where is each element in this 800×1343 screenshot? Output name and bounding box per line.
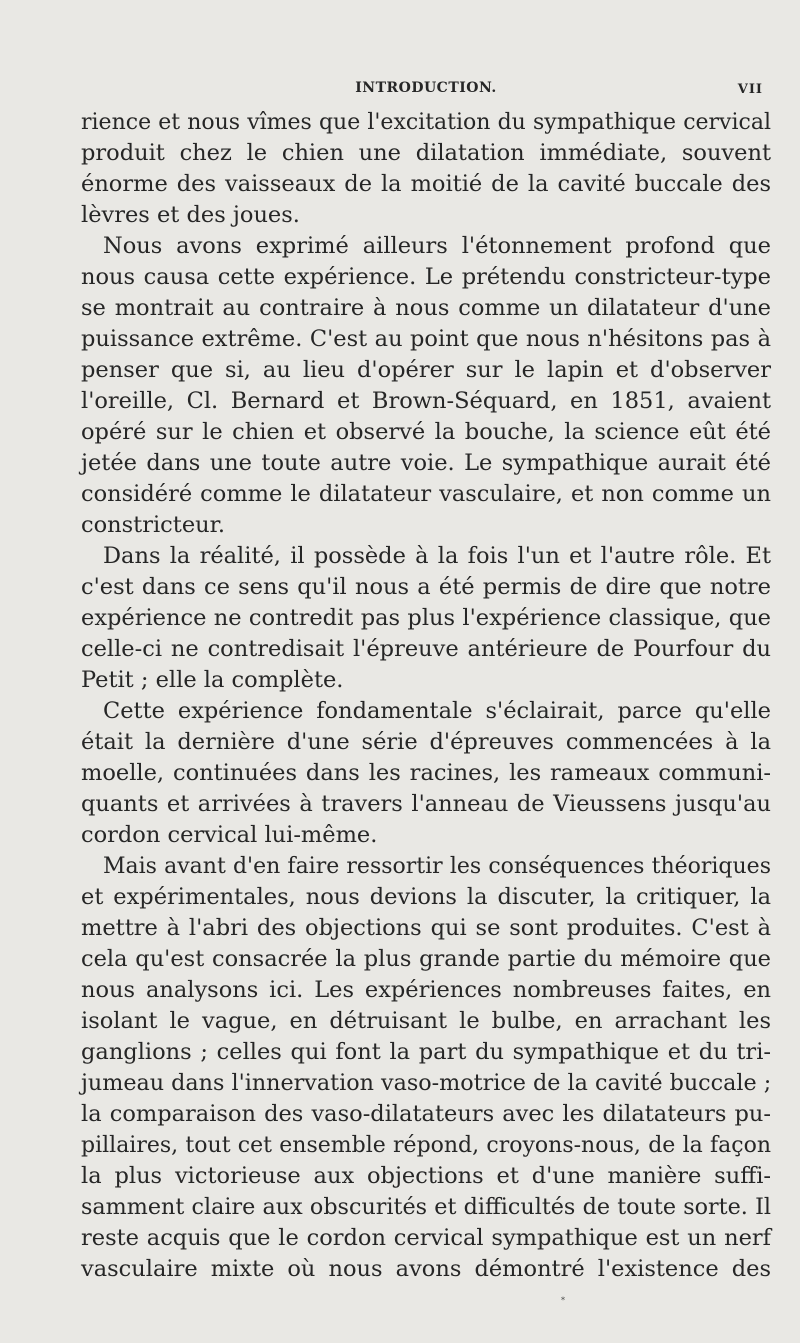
text-line: Cette expérience fondamentale s'éclairait, parce qu'elle [103,698,771,724]
text-line: était la dernière d'une série d'épreuves commencées à la [81,729,771,755]
text-line: rience et nous vîmes que l'excitation du sympathique cervical [81,110,771,135]
text-line: Dans la réalité, il possède à la fois l'un et l'autre rôle. Et [103,543,771,569]
text-line: c'est dans ce sens qu'il nous a été permis de dire que notre [81,574,771,600]
text-line: Nous avons exprimé ailleurs l'étonnement profond que [103,233,771,259]
text-line: jumeau dans l'innervation vaso-motrice de la cavité buccale ; [81,1070,772,1096]
running-head [81,80,771,100]
text-line: énorme des vaisseaux de la moitié de la cavité buccale des [81,171,771,197]
text-line: samment claire aux obscurités et difficultés de toute sorte. Il [81,1194,771,1220]
text-line: cela qu'est consacrée la plus grande partie du mémoire que [81,946,771,972]
page-number: VII [737,82,763,97]
text-line: mettre à l'abri des objections qui se sont produites. C'est à [81,915,771,941]
text-line: expérience ne contredit pas plus l'expérience classique, que [81,605,771,631]
text-line: considéré comme le dilatateur vasculaire, et non comme un [81,481,771,507]
text-line: Mais avant d'en faire ressortir les conséquences théoriques [103,854,771,879]
text-line: nous analysons ici. Les expériences nombreuses faites, en [81,977,771,1003]
text-line: cordon cervical lui-même. [81,822,378,848]
text-line: celle-ci ne contredisait l'épreuve antérieure de Pourfour du [81,636,771,662]
text-line: reste acquis que le cordon cervical sympathique est un nerf [81,1225,771,1251]
text-line: puissance extrême. C'est au point que nous n'hésitons pas à [81,326,771,352]
text-line: jetée dans une toute autre voie. Le sympathique aurait été [81,450,771,476]
text-line: lèvres et des joues. [81,202,300,228]
text-line: moelle, continuées dans les racines, les rameaux communi- [81,760,771,786]
text-line: produit chez le chien une dilatation immédiate, souvent [81,140,771,166]
text-line: quants et arrivées à travers l'anneau de Vieussens jusqu'au [81,791,771,817]
text-line: nous causa cette expérience. Le prétendu constricteur-type [81,264,771,290]
running-head-title: INTRODUCTION. [355,80,497,96]
text-line: la comparaison des vaso-dilatateurs avec les dilatateurs pu- [81,1101,771,1127]
signature-mark: * [561,1296,565,1305]
text-line: vasculaire mixte où nous avons démontré l'existence des [81,1256,771,1282]
body-text [81,107,771,1285]
text-line: Petit ; elle la complète. [81,667,344,693]
text-line: la plus victorieuse aux objections et d'une manière suffi- [81,1163,771,1189]
text-line: isolant le vague, en détruisant le bulbe, en arrachant les [81,1008,771,1034]
text-line: l'oreille, Cl. Bernard et Brown-Séquard, en 1851, avaient [81,388,771,414]
text-line: se montrait au contraire à nous comme un dilatateur d'une [81,295,771,321]
text-line: pillaires, tout cet ensemble répond, croyons-nous, de la façon [81,1133,771,1158]
text-line: opéré sur le chien et observé la bouche, la science eût été [81,419,771,445]
text-line: ganglions ; celles qui font la part du sympathique et du tri- [81,1039,771,1065]
text-line: et expérimentales, nous devions la discuter, la critiquer, la [81,884,771,910]
text-line: constricteur. [81,512,226,538]
text-line: penser que si, au lieu d'opérer sur le lapin et d'observer [81,357,771,383]
